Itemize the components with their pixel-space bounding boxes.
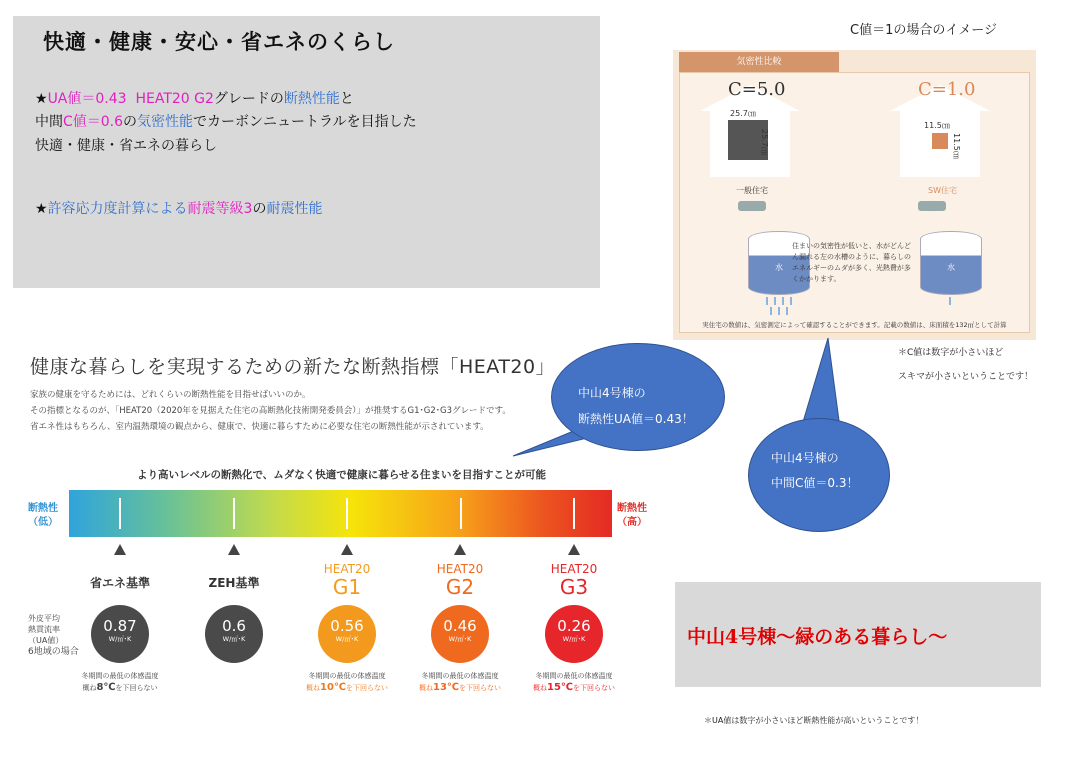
callout-c-line-1: 中山4号棟の: [771, 451, 839, 465]
text: グレードの: [213, 91, 284, 107]
grade-code: G1: [332, 575, 362, 599]
ua-unit: W/㎡･K: [222, 635, 246, 643]
heat20-grade: HEAT20 G2: [135, 91, 214, 107]
caption-pre: 概ね: [532, 684, 547, 692]
grade-heat20: HEAT20: [323, 562, 371, 576]
gap-width-right: 11.5㎝: [924, 121, 950, 130]
heat20-desc-2: その指標となるのが、「HEAT20（2020年を見据えた住宅の高断熱化技術開発委員会）」が推奨するG1･G2･G3グレードです。: [30, 406, 511, 416]
c-label-left: C=5.0: [728, 79, 786, 100]
callout-c: [748, 418, 890, 532]
caption-pre: 概ね: [82, 684, 97, 692]
gap-height-right: 11.5㎝: [952, 133, 961, 159]
heat20-desc-3: 省エネ性はもちろん、室内温熱環境の観点から、健康で、快適に暮らすために必要な住宅の断熱性能が示されています。: [30, 422, 489, 432]
caption-line: 冬期間の最低の体感温度: [308, 672, 386, 680]
ua-label-line: 6地域の場合: [28, 647, 79, 657]
low-label-sub: （低）: [28, 517, 58, 528]
caption-temp: 15℃: [546, 682, 574, 693]
star: ★: [35, 201, 48, 217]
ua-value: 0.56: [330, 617, 364, 635]
c-value-caption: C値＝1の場合のイメージ: [850, 23, 997, 38]
c-value-note-2: スキマが小さいということです！: [898, 372, 1034, 382]
heat20-subtitle: より高いレベルの断熱化で、ムダなく快適で健康に暮らせる住まいを目指すことが可能: [137, 469, 546, 481]
caption-line: 冬期間の最低の体感温度: [421, 672, 499, 680]
text: と: [339, 91, 354, 107]
grade-name: 省エネ基準: [89, 576, 150, 590]
text: の: [252, 201, 267, 217]
ua-label-line: 外皮平均: [28, 614, 60, 623]
caption-post: を下回らない: [346, 684, 389, 692]
ua-label-line: （UA値）: [28, 636, 64, 645]
caption-post: を下回らない: [573, 684, 616, 692]
low-label-text: 断熱性: [28, 503, 58, 514]
ua-value: 0.26: [557, 617, 591, 635]
ua-unit: W/㎡･K: [448, 635, 472, 643]
caption-post: を下回らない: [115, 684, 158, 692]
ua-unit: W/㎡･K: [562, 635, 586, 643]
caption-post: を下回らない: [459, 684, 502, 692]
c-label-right: C=1.0: [918, 79, 976, 100]
caption-pre: 概ね: [418, 684, 433, 692]
name-banner-box: [675, 582, 1041, 687]
high-label-sub: （高）: [617, 517, 647, 528]
c-value-note-1: ＊C値は数字が小さいほど: [898, 348, 1004, 358]
text: 中間: [35, 114, 63, 130]
gap-width-left: 25.7㎝: [730, 109, 756, 118]
name-banner: 中山4号棟～緑のある暮らし～: [687, 626, 948, 648]
structural-calc: 許容応力度計算による: [47, 201, 188, 217]
callout-ua: [551, 343, 725, 451]
caption-temp: 8℃: [96, 682, 116, 693]
water-label: 水: [775, 263, 783, 272]
airtightness-explanation: 住まいの気密性が低いと、水がどんどん漏れる左の水槽のように、暮らしのエネルギーのムダが多く、光熱費が多くかかります。: [792, 242, 911, 283]
caption-line: 冬期間の最低の体感温度: [81, 672, 159, 680]
intro-line-3: 快適・健康・省エネの暮らし: [35, 138, 217, 154]
airtightness-footnote: 実住宅の数値は、気密測定によって確認することができます。記載の数値は、床面積を132㎡として計算: [702, 321, 1007, 329]
airtight-performance: 気密性能: [137, 114, 194, 130]
insulation-performance: 断熱性能: [283, 91, 340, 107]
text: でカーボンニュートラルを目指した: [193, 114, 417, 130]
water-label: 水: [947, 263, 955, 272]
star: ★: [35, 91, 48, 107]
heat20-desc-1: 家族の健康を守るためには、どれくらいの断熱性能を目指せばいいのか。: [30, 390, 311, 400]
airtightness-tab: 気密性比較: [679, 52, 839, 72]
ua-value: 0.87: [103, 617, 137, 635]
high-label-text: 断熱性: [617, 503, 647, 514]
intro-title: 快適・健康・安心・省エネのくらし: [43, 30, 395, 54]
ua-value: 0.6: [222, 617, 246, 635]
caption-temp: 13℃: [432, 682, 460, 693]
callout-c-line-2: 中間C値＝0.3！: [771, 476, 859, 490]
grade-heat20: HEAT20: [436, 562, 484, 576]
seismic-grade: 耐震等級3: [187, 201, 253, 217]
heat20-title: 健康な暮らしを実現するための新たな断熱指標「HEAT20」: [30, 356, 556, 378]
grade-heat20: HEAT20: [550, 562, 598, 576]
grade-code: G2: [445, 575, 475, 599]
caption-pre: 概ね: [305, 684, 320, 692]
callout-ua-line-1: 中山4号棟の: [578, 386, 646, 400]
ua-unit: W/㎡･K: [335, 635, 359, 643]
house-label-right: SW住宅: [928, 186, 957, 195]
callout-ua-line-2: 断熱性UA値＝0.43！: [578, 412, 694, 426]
caption-temp: 10℃: [319, 682, 347, 693]
seismic-performance: 耐震性能: [266, 201, 323, 217]
text: の: [123, 114, 138, 130]
ua-unit: W/㎡･K: [108, 635, 132, 643]
house-label-left: 一般住宅: [736, 186, 768, 195]
ua-value: UA値＝0.43: [47, 91, 127, 107]
ua-value: 0.46: [443, 617, 477, 635]
gap-height-left: 25.7㎝: [760, 129, 769, 155]
ua-value-note: ＊UA値は数字が小さいほど断熱性能が高いということです！: [704, 716, 924, 725]
ua-label-line: 熱貫流率: [28, 625, 60, 634]
c-value: C値＝0.6: [63, 114, 124, 130]
grade-name: ZEH基準: [208, 576, 260, 590]
grade-code: G3: [559, 575, 589, 599]
caption-line: 冬期間の最低の体感温度: [535, 672, 613, 680]
